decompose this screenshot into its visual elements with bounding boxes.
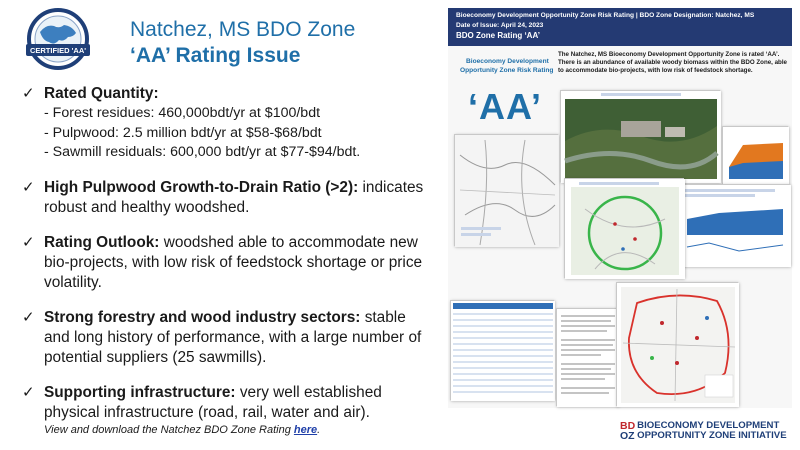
logo-name-line1: BIOECONOMY DEVELOPMENT (637, 420, 780, 431)
bullet-label: Supporting infrastructure: (44, 383, 236, 401)
bullet-label: Strong forestry and wood industry sectors: (44, 308, 361, 326)
checkmark-icon: ✓ (22, 233, 35, 251)
page-title: Natchez, MS BDO Zone (130, 18, 356, 41)
text-column-card (556, 308, 618, 406)
checkmark-icon: ✓ (22, 308, 35, 326)
doc-subtitle-2: Opportunity Zone Risk Rating (460, 67, 554, 74)
bullet-list (22, 84, 432, 438)
bullet-rated-quantity (22, 84, 432, 163)
data-table-card (450, 300, 554, 400)
checkmark-icon: ✓ (22, 85, 35, 102)
doc-header-title: Bioeconomy Development Opportunity Zone Risk Rating | BDO Zone Designation: Natchez, MS (456, 12, 755, 19)
bullet-label: Rated Quantity: (44, 85, 159, 102)
bullet-rating-outlook (22, 233, 432, 293)
bullet-forestry-sectors (22, 308, 432, 368)
county-map-image (617, 283, 739, 407)
aerial-photo-image (561, 91, 721, 183)
aerial-photo-card (560, 90, 720, 182)
sub-item: - Pulpwood: 2.5 million bdt/yr at $58-$68/bdt (44, 124, 322, 141)
logo-mark-top: BD (620, 420, 636, 432)
sub-item: - Sawmill residuals: 600,000 bdt/yr at $77-$94/bdt. (44, 144, 361, 160)
bullet-text: indicates robust and healthy woodshed. (44, 178, 424, 216)
road-map-card (454, 134, 558, 246)
text-column-image (557, 309, 619, 407)
certified-aa-seal (18, 8, 98, 70)
download-suffix: . (317, 424, 321, 436)
doc-summary: The Natchez, MS Bioeconomy Development Opportunity Zone is rated ‘AA’. There is an abundance of available woody biomass within the BDO Zone, able to accommodate bio-projects, with low risk of feedstock shortage. (558, 51, 787, 74)
document-header (448, 8, 792, 46)
bdoz-logo (620, 420, 787, 442)
download-note (44, 424, 320, 436)
logo-name-line2: OPPORTUNITY ZONE INITIATIVE (637, 430, 787, 441)
supply-chart-card (722, 126, 788, 184)
growth-chart-card (678, 184, 790, 266)
woodshed-map-image (565, 179, 685, 279)
rating-document-preview (448, 8, 792, 408)
page-subtitle: ‘AA’ Rating Issue (130, 44, 301, 67)
doc-header-date: Date of Issue: April 24, 2023 (456, 22, 544, 29)
checkmark-icon: ✓ (22, 178, 35, 196)
road-map-image (455, 135, 559, 247)
woodshed-map-card (564, 178, 684, 278)
download-text: View and download the Natchez BDO Zone Rating (44, 424, 294, 436)
doc-subtitle-1: Bioeconomy Development (466, 58, 549, 65)
bullet-text: very well established physical infrastructure (road, rail, water and air). (44, 383, 382, 421)
download-link[interactable]: here (293, 424, 318, 436)
bullet-infrastructure (22, 383, 432, 423)
growth-chart-image (679, 185, 791, 267)
seal-text: CERTIFIED 'AA' (29, 46, 87, 55)
county-map-card (616, 282, 738, 406)
bullet-text: woodshed able to accommodate new bio-projects, with low risk of feedstock shortage or price volatility. (44, 233, 423, 291)
supply-chart-image (723, 127, 789, 185)
checkmark-icon: ✓ (22, 383, 35, 401)
data-table-image (451, 301, 555, 401)
doc-big-rating: ‘AA’ (468, 86, 543, 127)
sub-item: - Forest residues: 460,000bdt/yr at $100/bdt (44, 105, 321, 121)
bullet-growth-to-drain (22, 178, 432, 218)
logo-mark-bottom: OZ (620, 430, 635, 442)
doc-header-rating: BDO Zone Rating ‘AA’ (456, 31, 540, 40)
bullet-text: stable and long history of performance, with a large number of potential suppliers (25 sawmills). (44, 308, 422, 366)
bullet-label: High Pulpwood Growth-to-Drain Ratio (>2): (44, 178, 359, 196)
bullet-label: Rating Outlook: (44, 233, 160, 251)
